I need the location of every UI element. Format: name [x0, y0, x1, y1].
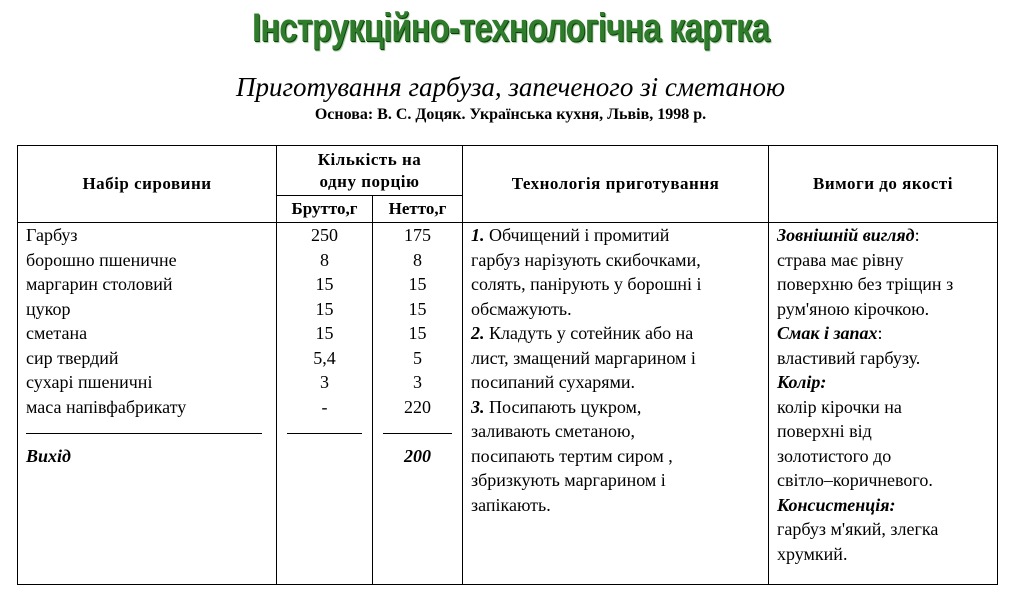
ingredient-name: маса напівфабрикату — [26, 396, 187, 417]
card-title: Інструкційно-технологічна картка — [251, 6, 770, 50]
step-text: гарбуз нарізують скибочками, — [471, 249, 701, 270]
ingredient-name: Гарбуз — [26, 225, 78, 245]
ingredient-name: сухарі пшеничні — [26, 372, 153, 392]
recipe-subtitle: Приготування гарбуза, запеченого зі сметаною — [236, 72, 785, 102]
sum-rule — [26, 419, 262, 434]
sum-rule — [287, 419, 362, 434]
header-brutto: Брутто,г — [277, 196, 373, 223]
step-text: посипаний сухарями. — [471, 372, 636, 392]
technology-steps — [471, 223, 760, 517]
netto-value: 15 — [408, 298, 427, 319]
quality-label-suffix: : — [914, 225, 920, 245]
brutto-value: 15 — [315, 274, 334, 294]
step-line — [471, 444, 760, 469]
step-line — [471, 346, 760, 371]
step-line — [471, 272, 760, 297]
step-text: посипають тертим сиром , — [471, 445, 673, 466]
step-line — [471, 321, 760, 346]
netto-value: 15 — [408, 323, 427, 343]
step-line — [471, 468, 760, 493]
step-line — [471, 395, 760, 420]
quality-label: Колір: — [777, 372, 827, 392]
step-text: обсмажують. — [471, 298, 572, 319]
brutto-value: 3 — [320, 372, 329, 392]
step-text: заливають сметаною, — [471, 421, 635, 441]
step-line — [471, 493, 760, 518]
step-text: солять, панірують у борошні і — [471, 274, 702, 294]
brutto-value: 8 — [320, 249, 329, 270]
ingredient-name: борошно пшеничне — [26, 249, 177, 270]
ingredient-name: маргарин столовий — [26, 274, 173, 294]
output-netto: 200 — [404, 446, 431, 466]
quality-label: Консистенція: — [777, 494, 896, 515]
quality-label-line — [777, 493, 989, 518]
quality-label-suffix: : — [877, 323, 883, 343]
netto-value: 175 — [404, 225, 431, 245]
brutto-value: 15 — [315, 298, 334, 319]
header-quantity: Кількість на одну порцію — [277, 146, 463, 196]
output-label: Вихід — [26, 446, 71, 466]
step-number: 3. — [471, 396, 485, 417]
quality-text: колір кірочки на — [777, 396, 902, 417]
quality-column — [769, 223, 998, 585]
quality-requirements — [777, 223, 989, 566]
brutto-value: 250 — [311, 225, 338, 245]
netto-value: 5 — [413, 347, 422, 368]
quality-label: Смак і запах — [777, 323, 878, 343]
step-line — [471, 297, 760, 322]
ingredients-column — [18, 223, 277, 585]
brutto-value: 5,4 — [313, 347, 336, 368]
step-text: запікають. — [471, 494, 551, 515]
netto-value: 15 — [408, 274, 427, 294]
netto-value: 220 — [404, 396, 431, 417]
brutto-value: - — [321, 396, 328, 417]
step-number: 2. — [471, 323, 485, 343]
step-line — [471, 419, 760, 444]
quality-label: Зовнішній вигляд — [777, 225, 915, 245]
netto-list — [383, 223, 452, 419]
step-text: збризкують маргарином і — [471, 470, 666, 490]
step-text: Обчищений і промитий — [489, 225, 670, 245]
brutto-column — [277, 223, 373, 585]
brutto-list — [287, 223, 362, 419]
step-number: 1. — [471, 225, 485, 245]
quality-text: світло–коричневого. — [777, 470, 933, 490]
step-text: Посипають цукром, — [489, 396, 642, 417]
netto-column — [373, 223, 463, 585]
ingredient-name: сир твердий — [26, 347, 119, 368]
quality-text: властивий гарбузу. — [777, 347, 921, 368]
netto-value: 3 — [413, 372, 422, 392]
step-line — [471, 370, 760, 395]
header-ingredients: Набір сировини — [18, 146, 277, 223]
recipe-table — [17, 145, 998, 585]
quality-text: страва має рівну — [777, 249, 904, 270]
step-text: Кладуть у сотейник або на — [489, 323, 694, 343]
quality-label-line — [777, 370, 989, 395]
ingredient-list — [26, 223, 262, 419]
technology-column — [463, 223, 769, 585]
source-reference: Основа: В. С. Доцяк. Українська кухня, Львів, 1998 р. — [314, 106, 707, 123]
ingredient-name: цукор — [26, 298, 71, 319]
step-line — [471, 248, 760, 273]
quality-text: золотистого до — [777, 445, 892, 466]
quality-text: гарбуз м'який, злегка — [777, 519, 939, 539]
sum-rule — [383, 419, 452, 434]
output-brutto — [287, 444, 362, 469]
quality-label-line — [777, 321, 989, 346]
header-netto: Нетто,г — [373, 196, 463, 223]
brutto-value: 15 — [315, 323, 334, 343]
ingredient-name: сметана — [26, 323, 88, 343]
step-line — [471, 223, 760, 248]
header-quality: Вимоги до якості — [769, 146, 998, 223]
header-technology: Технологія приготування — [463, 146, 769, 223]
quality-text: поверхні від — [777, 421, 872, 441]
quality-text: хрумкий. — [777, 543, 848, 564]
netto-value: 8 — [413, 249, 422, 270]
quality-text: рум'яною кірочкою. — [777, 298, 930, 319]
step-text: лист, змащений маргарином і — [471, 347, 696, 368]
quality-label-line — [777, 223, 989, 248]
quality-text: поверхню без тріщин з — [777, 274, 954, 294]
